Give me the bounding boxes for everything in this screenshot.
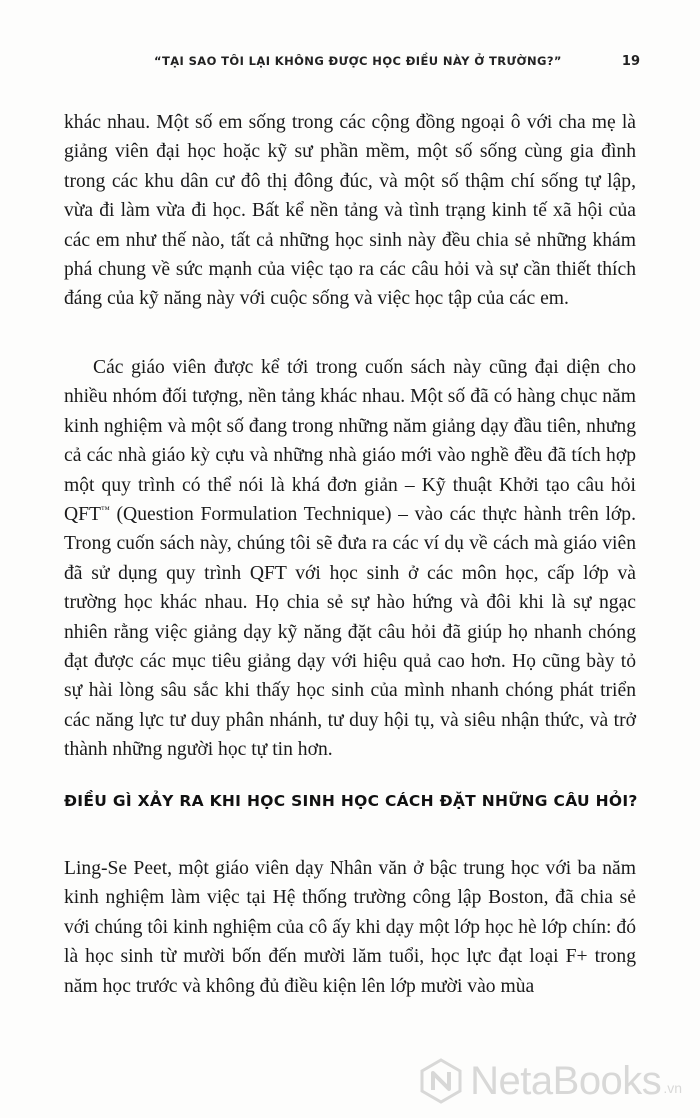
paragraph-2-part-1: Các giáo viên được kể tới trong cuốn sách này cũng đại diện cho nhiều nhóm đối tượng, nền tảng khác nhau. Một số đã có hàng chục năm kinh nghiệm và một số đang trong những năm giảng dạy đầu tiên, nhưng cả các nhà giáo kỳ cựu và những nhà giáo mới vào nghề đều đã tích hợp một quy trình có thể nói là khá đơn giản – Kỹ thuật Khởi tạo câu hỏi QFT [64,357,636,526]
paragraph-2 [64,353,636,765]
page-number: 19 [621,53,640,69]
running-header [60,50,640,72]
paragraph-3-text: Ling-Se Peet, một giáo viên dạy Nhân văn ở bậc trung học với ba năm kinh nghiệm làm việc tại Hệ thống trường công lập Boston, đã chia sẻ với chúng tôi kinh nghiệm của cô ấy khi dạy một lớp học hè lớp chín: đó là học sinh từ mười bốn đến mười lăm tuổi, học lực đạt loại F+ trong năm học trước và không đủ điều kiện lên lớp mười vào mùa [64,858,636,997]
watermark [418,1058,682,1104]
netabooks-logo-icon [418,1058,464,1104]
section-heading: ĐIỀU GÌ XẢY RA KHI HỌC SINH HỌC CÁCH ĐẶT NHỮNG CÂU HỎI? [64,792,638,810]
watermark-text: NetaBooks [470,1058,662,1103]
paragraph-2-text [64,353,636,765]
paragraph-1 [64,108,636,314]
paragraph-3 [64,854,636,1001]
paragraph-1-text: khác nhau. Một số em sống trong các cộng đồng ngoại ô với cha mẹ là giảng viên đại học hoặc kỹ sư phần mềm, một số sống cùng gia đình trong các khu dân cư đô thị đông đúc, và một số thậm chí sống tự lập, vừa đi làm vừa đi học. Bất kể nền tảng và tình trạng kinh tế xã hội của các em như thế nào, tất cả những học sinh này đều chia sẻ những khám phá chung về sức mạnh của việc tạo ra các câu hỏi và sự cần thiết thích đáng của kỹ năng này với cuộc sống và việc học tập của các em. [64,112,636,310]
watermark-suffix: .vn [663,1080,682,1096]
trademark-symbol: ™ [101,504,110,515]
running-title: “TẠI SAO TÔI LẠI KHÔNG ĐƯỢC HỌC ĐIỀU NÀY Ở TRƯỜNG?” [154,54,562,68]
paragraph-2-part-2: (Question Formulation Technique) – vào các thực hành trên lớp. Trong cuốn sách này, chúng tôi sẽ đưa ra các ví dụ về cách mà giáo viên đã sử dụng quy trình QFT với học sinh ở các môn học, cấp lớp và trường học khác nhau. Họ chia sẻ sự hào hứng và đôi khi là sự ngạc nhiên rằng việc giảng dạy kỹ năng đặt câu hỏi đã giúp họ nhanh chóng đạt được các mục tiêu giảng dạy với hiệu quả cao hơn. Họ cũng bày tỏ sự hài lòng sâu sắc khi thấy học sinh của mình nhanh chóng phát triển các năng lực tư duy phân nhánh, tư duy hội tụ, và siêu nhận thức, và trở thành những người học tự tin hơn. [64,504,636,761]
